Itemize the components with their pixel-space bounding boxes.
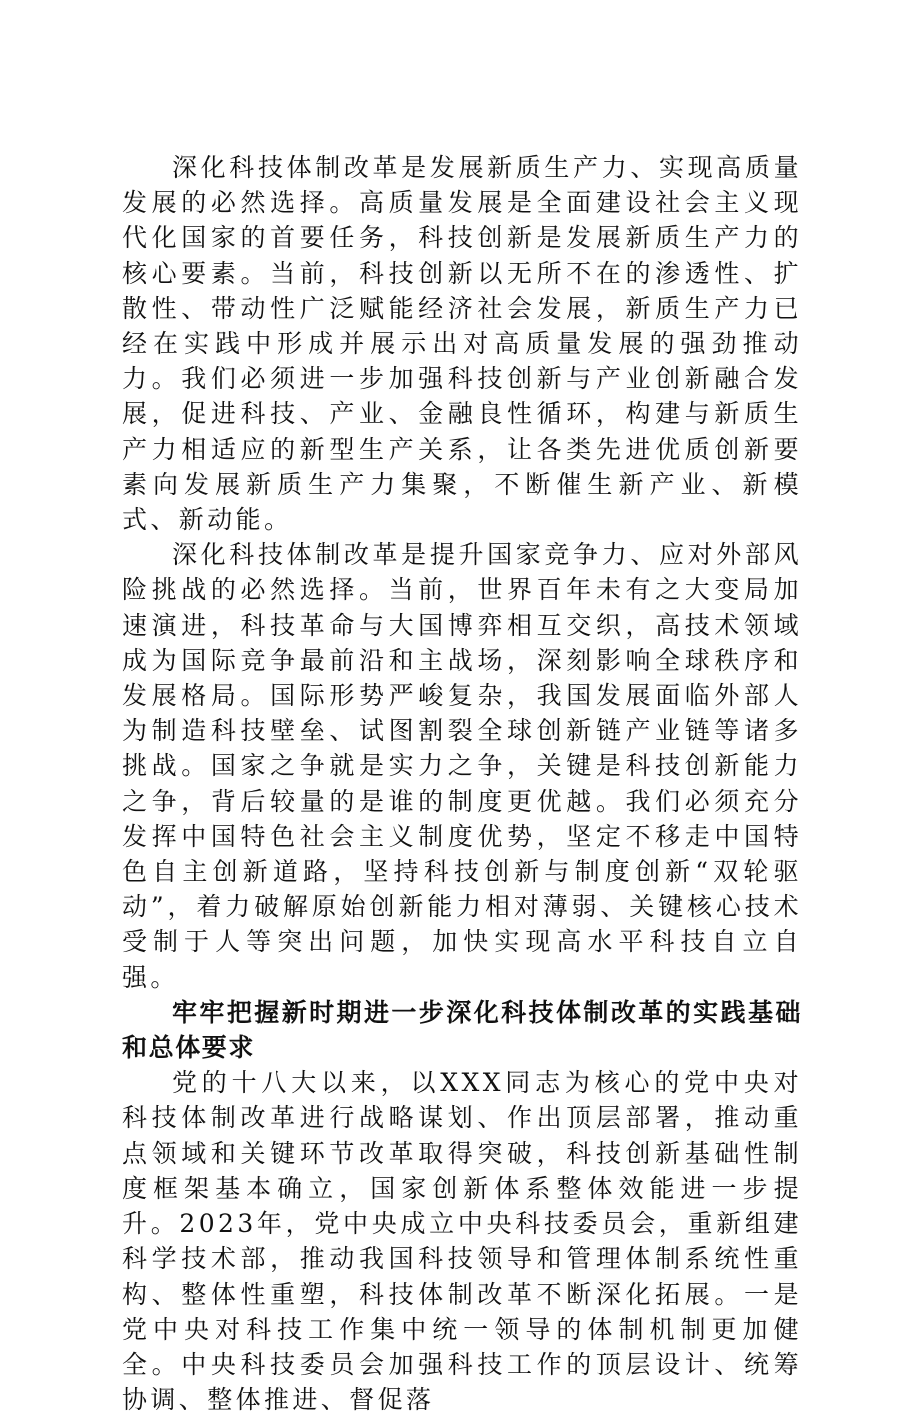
paragraph-2: 深化科技体制改革是提升国家竞争力、应对外部风险挑战的必然选择。当前，世界百年未有之大变局加速演进，科技革命与大国博弈相互交织，高技术领域成为国际竞争最前沿和主战场，深刻影响全球秩序和发展格局。国际形势严峻复杂，我国发展面临外部人为制造科技壁垒、试图割裂全球创新链产业链等诸多挑战。国家之争就是实力之争，关键是科技创新能力之争，背后较量的是谁的制度更优越。我们必须充分发挥中国特色社会主义制度优势，坚定不移走中国特色自主创新道路，坚持科技创新与制度创新“双轮驱动”，着力破解原始创新能力相对薄弱、关键核心技术受制于人等突出问题，加快实现高水平科技自立自强。 xyxy=(122,540,802,992)
section-heading: 牢牢把握新时期进一步深化科技体制改革的实践基础和总体要求 xyxy=(122,997,802,1063)
paragraph-3: 党的十八大以来，以XXX同志为核心的党中央对科技体制改革进行战略谋划、作出顶层部署，推动重点领域和关键环节改革取得突破，科技创新基础性制度框架基本确立，国家创新体系整体效能进一步提升。2023年，党中央成立中央科技委员会，重新组建科学技术部，推动我国科技领导和管理体制系统性重构、整体性重塑，科技体制改革不断深化拓展。一是党中央对科技工作集中统一领导的体制机制更加健全。中央科技委员会加强科技工作的顶层设计、统筹协调、整体推进、督促落 xyxy=(122,1068,802,1415)
paragraph-1: 深化科技体制改革是发展新质生产力、实现高质量发展的必然选择。高质量发展是全面建设社会主义现代化国家的首要任务，科技创新是发展新质生产力的核心要素。当前，科技创新以无所不在的渗透性、扩散性、带动性广泛赋能经济社会发展，新质生产力已经在实践中形成并展示出对高质量发展的强劲推动力。我们必须进一步加强科技创新与产业创新融合发展，促进科技、产业、金融良性循环，构建与新质生产力相适应的新型生产关系，让各类先进优质创新要素向发展新质生产力集聚，不断催生新产业、新模式、新动能。 xyxy=(122,153,802,535)
document-body xyxy=(122,150,802,1417)
